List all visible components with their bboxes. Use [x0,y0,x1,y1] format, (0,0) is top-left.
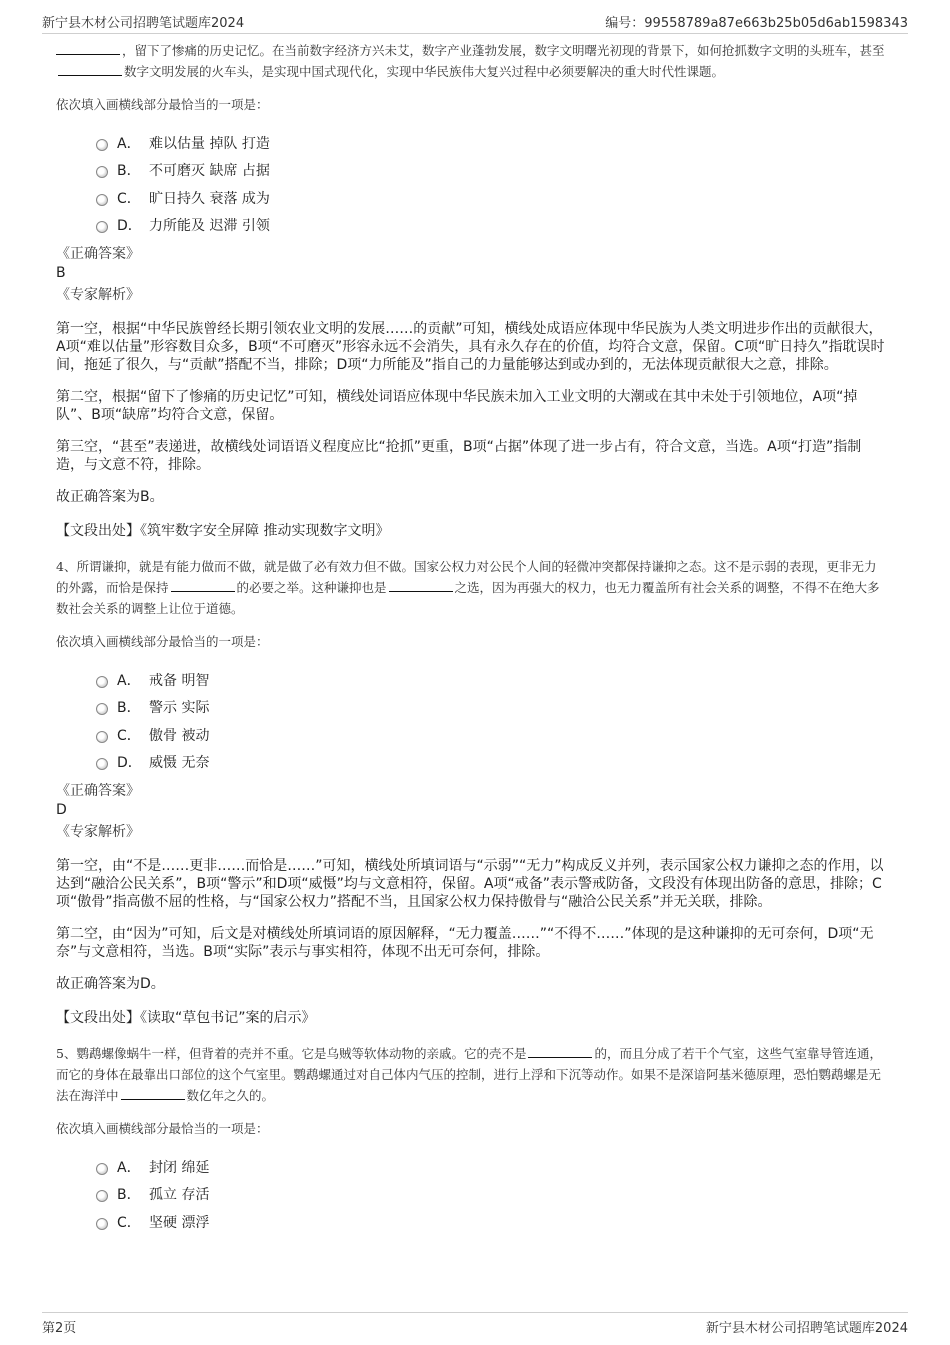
option-a[interactable]: A． 封闭 绵延 [96,1153,888,1181]
analysis-label: 《专家解析》 [56,824,140,840]
fill-blank [121,1088,185,1100]
question-3-options [96,129,888,239]
fill-blank [56,43,120,55]
analysis [56,320,888,506]
radio-icon[interactable] [96,731,108,743]
header-doc-title: 新宁县木材公司招聘笔试题库2024 [42,16,245,31]
question-4-prompt: 依次填入画横线部分最恰当的一项是： [56,634,269,649]
fill-blank [389,580,453,592]
fill-blank [528,1046,592,1058]
question-4-options [96,666,888,776]
analysis-paragraph: 第二空，根据“留下了惨痛的历史记忆”可知，横线处词语应体现中华民族未加入工业文明的大潮或在其中未处于引领地位，A项“掉队”、B项“缺席”均符合文意，保留。 [56,389,858,423]
option-d[interactable]: D． 威慑 无奈 [96,749,888,777]
radio-icon[interactable] [96,139,108,151]
question-3 [56,40,888,540]
radio-icon[interactable] [96,676,108,688]
radio-icon[interactable] [96,703,108,715]
question-4-text: 4、所谓谦抑，就是有能力做而不做，就是做了必有效力但不做。国家公权力对公民个人间的轻微冲突都保持谦抑之态。这不是示弱的表现，更非无力的外露，而恰是保持 的必要之举。这种谦抑也是 之选，因为再强大的权力，也无力覆盖所有社会关系的调整，不得不在绝大多数社会关系的调整上让位于道德。 [56,559,880,616]
answer-value: D [56,802,67,818]
radio-icon[interactable] [96,166,108,178]
analysis-label: 《专家解析》 [56,287,140,303]
answer-label: 《正确答案》 [56,783,140,799]
answer-value: B [56,265,66,281]
radio-icon[interactable] [96,758,108,770]
radio-icon[interactable] [96,194,108,206]
question-5 [56,1043,888,1236]
radio-icon[interactable] [96,1218,108,1230]
option-b[interactable]: B． 不可磨灭 缺席 占据 [96,157,888,185]
option-d[interactable]: D． 力所能及 迟滞 引领 [96,212,888,240]
page-content [56,40,888,1236]
option-a[interactable]: A． 难以估量 掉队 打造 [96,129,888,157]
source-citation: 【文段出处】《筑牢数字安全屏障 推动实现数字文明》 [56,523,390,539]
option-b[interactable]: B． 警示 实际 [96,694,888,722]
page-footer [42,1312,908,1336]
radio-icon[interactable] [96,1190,108,1202]
option-c[interactable]: C． 坚硬 漂浮 [96,1208,888,1236]
footer-page-number: 第2页 [42,1321,77,1336]
question-3-prompt: 依次填入画横线部分最恰当的一项是： [56,97,269,112]
option-c[interactable]: C． 旷日持久 衰落 成为 [96,184,888,212]
analysis-conclusion: 故正确答案为B。 [56,489,164,505]
question-5-text: 5、鹦鹉螺像蜗牛一样，但背着的壳并不重。它是乌贼等软体动物的亲戚。它的壳不是 的，而且分成了若干个气室，这些气室靠导管连通，而它的身体在最靠出口部位的这个气室里。鹦鹉螺通过对自己体内气压的控制，进行上浮和下沉等动作。如果不是深谙阿基米德原理，恐怕鹦鹉螺是无法在海洋中 数亿年之久的。 [56,1046,882,1103]
option-c[interactable]: C． 傲骨 被动 [96,721,888,749]
answer-label: 《正确答案》 [56,246,140,262]
question-4 [56,556,888,1027]
analysis [56,857,888,993]
option-b[interactable]: B． 孤立 存活 [96,1181,888,1209]
question-3-text: ，留下了惨痛的历史记忆。在当前数字经济方兴未艾，数字产业蓬勃发展，数字文明曙光初现的背景下，如何抢抓数字文明的头班车，甚至数字文明发展的火车头，是实现中国式现代化，实现中华民族伟大复兴过程中必须要解决的重大时代性课题。 [56,40,888,82]
fill-blank [58,64,122,76]
question-5-options [96,1153,888,1236]
analysis-paragraph: 第一空，根据“中华民族曾经长期引领农业文明的发展……的贡献”可知，横线处成语应体现中华民族为人类文明进步作出的贡献很大，A项“难以估量”形容数目众多，B项“不可磨灭”形容永远不会消失，具有永久存在的价值，均符合文意，保留。C项“旷日持久”指耽误时间，拖延了很久，与“贡献”搭配不当，排除；D项“力所能及”指自己的力量能够达到或办到的，无法体现贡献很大之意，排除。 [56,321,885,373]
analysis-conclusion: 故正确答案为D。 [56,976,165,992]
page-header [42,12,908,34]
fill-blank [171,580,235,592]
radio-icon[interactable] [96,1163,108,1175]
analysis-paragraph: 第一空，由“不是……更非……而恰是……”可知，横线处所填词语与“示弱”“无力”构成反义并列，表示国家公权力谦抑之态的作用，以达到“融洽公民关系”，B项“警示”和D项“威慑”均与文意相符，保留。A项“戒备”表示警戒防备，文段没有体现出防备的意思，排除；C项“傲骨”指高傲不屈的性格，与“国家公权力”搭配不当，且国家公权力保持傲骨与“融洽公民关系”并无关联，排除。 [56,858,884,910]
analysis-paragraph: 第二空，由“因为”可知，后文是对横线处所填词语的原因解释，“无力覆盖……”“不得不……”体现的是这种谦抑的无可奈何，D项“无奈”与文意相符，当选。B项“实际”表示与事实相符，体现不出无可奈何，排除。 [56,926,874,960]
footer-doc-title: 新宁县木材公司招聘笔试题库2024 [705,1321,908,1336]
analysis-paragraph: 第三空，“甚至”表递进，故横线处词语语义程度应比“抢抓”更重，B项“占据”体现了进一步占有，符合文意，当选。A项“打造”指制造，与文意不符，排除。 [56,439,862,473]
question-5-prompt: 依次填入画横线部分最恰当的一项是： [56,1121,269,1136]
source-citation: 【文段出处】《读取“草包书记”案的启示》 [56,1010,316,1026]
radio-icon[interactable] [96,221,108,233]
option-a[interactable]: A． 戒备 明智 [96,666,888,694]
header-doc-id: 编号：99558789a87e663b25b05d6ab1598343 [605,16,908,31]
